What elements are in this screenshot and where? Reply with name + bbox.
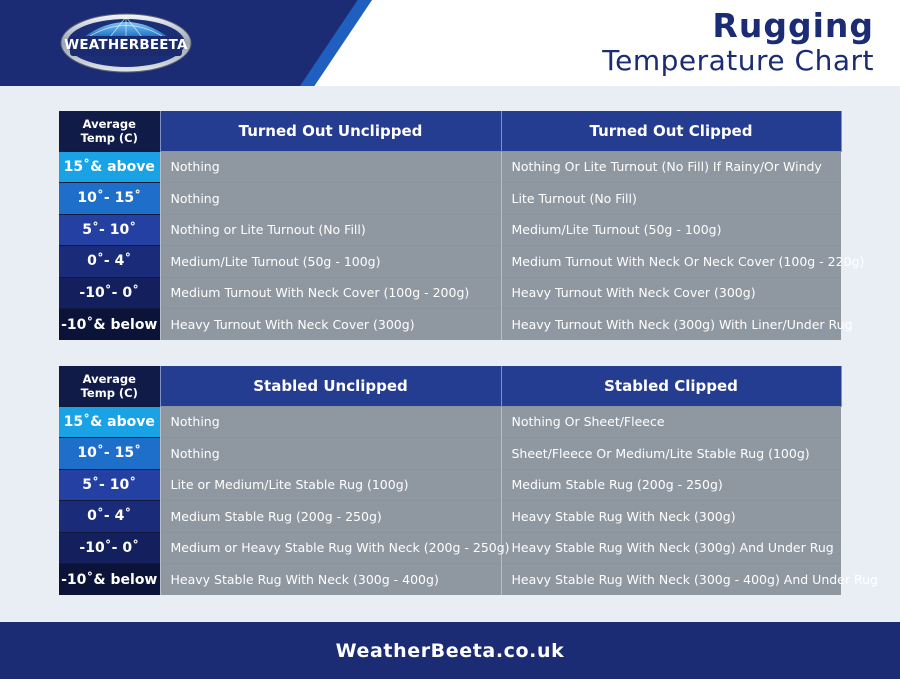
clipped-cell: Heavy Stable Rug With Neck (300g) — [501, 501, 841, 533]
temp-band: 15˚& above — [59, 151, 160, 183]
turned-out-table — [59, 111, 865, 340]
table-row — [59, 406, 841, 438]
clipped-cell: Lite Turnout (No Fill) — [501, 183, 841, 215]
page-title: Rugging — [712, 6, 874, 45]
table-row — [59, 183, 841, 215]
clipped-cell: Nothing Or Sheet/Fleece — [501, 406, 841, 438]
temp-band: 15˚& above — [59, 406, 160, 438]
temp-band: 10˚- 15˚ — [59, 183, 160, 215]
page-subtitle: Temperature Chart — [602, 44, 874, 77]
clipped-cell: Medium Turnout With Neck Or Neck Cover (100g - 220g) — [501, 246, 841, 278]
table-header-row — [59, 366, 841, 406]
temp-band: -10˚- 0˚ — [59, 532, 160, 564]
table-row — [59, 438, 841, 470]
clipped-cell: Heavy Stable Rug With Neck (300g) And Under Rug — [501, 532, 841, 564]
temp-header-line: Average — [82, 371, 136, 386]
unclipped-cell: Medium Turnout With Neck Cover (100g - 200g) — [160, 277, 501, 309]
temp-band: -10˚& below — [59, 564, 160, 596]
table-row — [59, 151, 841, 183]
weatherbeeta-logo[interactable] — [60, 13, 192, 73]
unclipped-cell: Nothing — [160, 151, 501, 183]
temp-band: 10˚- 15˚ — [59, 438, 160, 470]
stabled-clipped-header: Stabled Clipped — [501, 366, 841, 406]
clipped-cell: Sheet/Fleece Or Medium/Lite Stable Rug (100g) — [501, 438, 841, 470]
unclipped-cell: Medium/Lite Turnout (50g - 100g) — [160, 246, 501, 278]
table-row — [59, 246, 841, 278]
table-header-row — [59, 111, 841, 151]
unclipped-cell: Nothing — [160, 183, 501, 215]
unclipped-cell: Nothing — [160, 438, 501, 470]
table-row — [59, 309, 841, 341]
clipped-cell: Medium/Lite Turnout (50g - 100g) — [501, 214, 841, 246]
logo-text: WEATHERBEETA — [64, 37, 188, 53]
table-row — [59, 469, 841, 501]
table-row — [59, 214, 841, 246]
page-header — [0, 0, 900, 86]
unclipped-cell: Heavy Stable Rug With Neck (300g - 400g) — [160, 564, 501, 596]
temp-band: 0˚- 4˚ — [59, 501, 160, 533]
stabled-unclipped-header: Stabled Unclipped — [160, 366, 501, 406]
temp-header-line: Average — [82, 116, 136, 131]
temp-header-line: Temp (C) — [80, 385, 138, 400]
average-temp-header — [59, 366, 160, 406]
table-row — [59, 277, 841, 309]
table-row — [59, 564, 841, 596]
stabled-table — [59, 366, 878, 595]
table-row — [59, 532, 841, 564]
unclipped-cell: Nothing — [160, 406, 501, 438]
clipped-cell: Medium Stable Rug (200g - 250g) — [501, 469, 841, 501]
unclipped-cell: Medium or Heavy Stable Rug With Neck (200g - 250g) — [160, 532, 501, 564]
temp-band: -10˚- 0˚ — [59, 277, 160, 309]
clipped-cell: Nothing Or Lite Turnout (No Fill) If Rainy/Or Windy — [501, 151, 841, 183]
temp-band: -10˚& below — [59, 309, 160, 341]
turned-out-clipped-header: Turned Out Clipped — [501, 111, 841, 151]
temp-header-line: Temp (C) — [80, 130, 138, 145]
turned-out-unclipped-header: Turned Out Unclipped — [160, 111, 501, 151]
clipped-cell: Heavy Turnout With Neck Cover (300g) — [501, 277, 841, 309]
unclipped-cell: Lite or Medium/Lite Stable Rug (100g) — [160, 469, 501, 501]
average-temp-header — [59, 111, 160, 151]
clipped-cell: Heavy Turnout With Neck (300g) With Liner/Under Rug — [501, 309, 841, 341]
unclipped-cell: Nothing or Lite Turnout (No Fill) — [160, 214, 501, 246]
page-footer — [0, 622, 900, 679]
temp-band: 5˚- 10˚ — [59, 469, 160, 501]
unclipped-cell: Heavy Turnout With Neck Cover (300g) — [160, 309, 501, 341]
temp-band: 5˚- 10˚ — [59, 214, 160, 246]
temp-band: 0˚- 4˚ — [59, 246, 160, 278]
website-link[interactable]: WeatherBeeta.co.uk — [335, 639, 565, 662]
unclipped-cell: Medium Stable Rug (200g - 250g) — [160, 501, 501, 533]
table-row — [59, 501, 841, 533]
clipped-cell: Heavy Stable Rug With Neck (300g - 400g) And Under Rug — [501, 564, 841, 596]
